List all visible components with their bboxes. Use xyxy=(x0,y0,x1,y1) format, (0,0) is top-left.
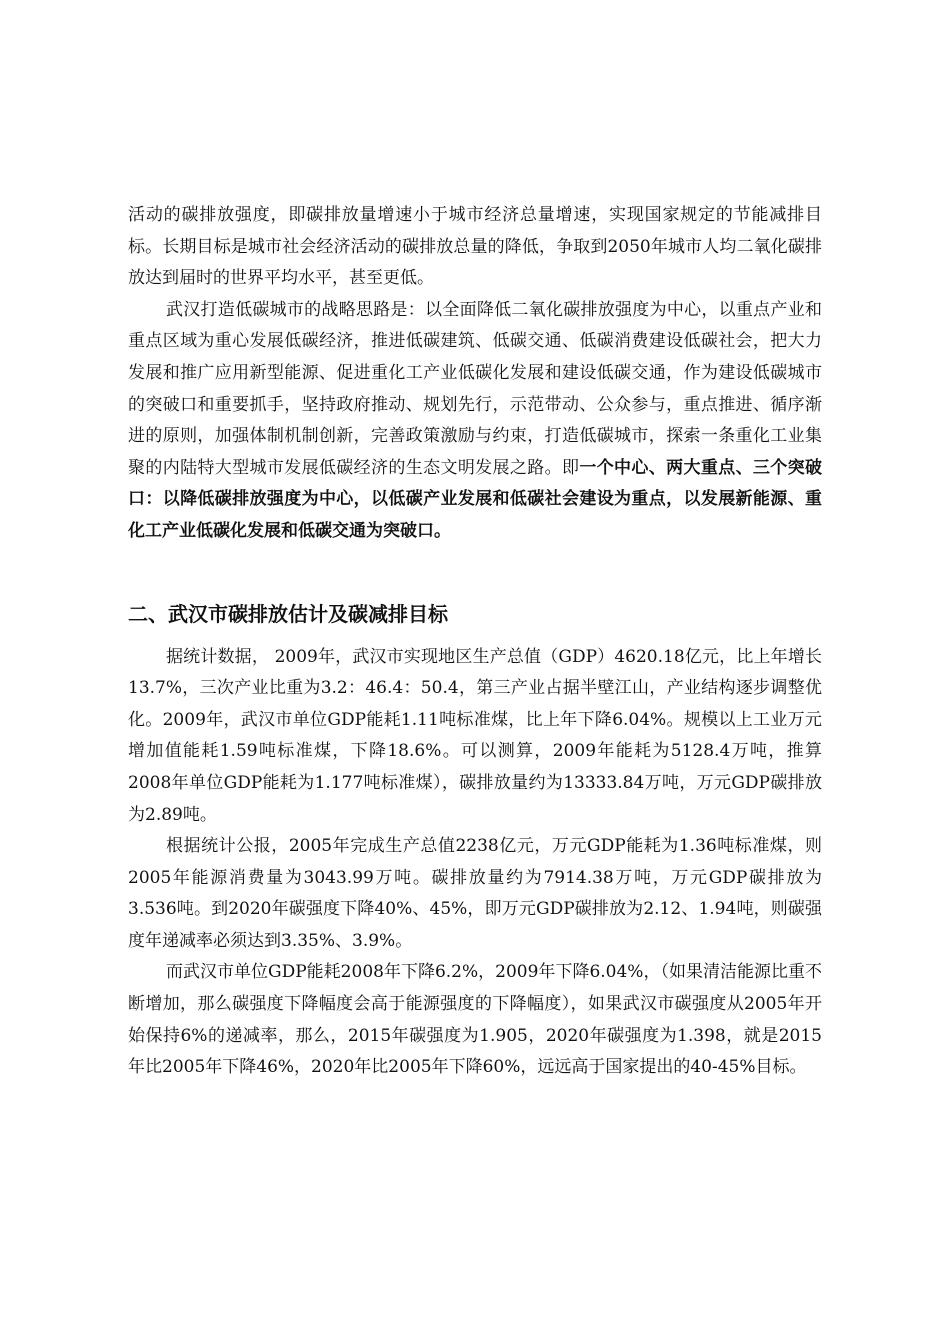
strategy-paragraph-emphasis: 一个中心、两大重点、三个突破口：以降低碳排放强度为中心，以低碳产业发展和低碳社会建设为重点，以发展新能源、重化工产业低碳化发展和低碳交通为突破口。 xyxy=(128,457,823,541)
section-heading-2: 二、武汉市碳排放估计及碳减排目标 xyxy=(128,601,448,626)
document-page xyxy=(128,200,822,1084)
strategy-paragraph xyxy=(128,295,822,548)
section2-paragraph-2: 根据统计公报，2005年完成生产总值2238亿元，万元GDP能耗为1.36吨标准煤，则2005年能源消费量为3043.99万吨。碳排放量约为7914.38万吨，万元GDP碳排放为3.536吨。到2020年碳强度下降40%、45%，即万元GDP碳排放为2.12、1.94吨，则碳强度年递减率必须达到3.35%、3.9%。 xyxy=(128,836,822,951)
strategy-paragraph-text: 武汉打造低碳城市的战略思路是：以全面降低二氧化碳排放强度为中心，以重点产业和重点区域为重心发展低碳经济，推进低碳建筑、低碳交通、低碳消费建设低碳社会，把大力发展和推广应用新型能源、促进重化工产业低碳化发展和建设低碳交通，作为建设低碳城市的突破口和重要抓手，坚持政府推动、规划先行，示范带动、公众参与，重点推进、循序渐进的原则，加强体制机制创新，完善政策激励与约束，打造低碳城市，探索一条重化工业集聚的内陆特大型城市发展低碳经济的生态文明发展之路。即 xyxy=(128,299,822,478)
section2-paragraph-3: 而武汉市单位GDP能耗2008年下降6.2%，2009年下降6.04%，（如果清洁能源比重不断增加，那么碳强度下降幅度会高于能源强度的下降幅度），如果武汉市碳强度从2005年开始保持6%的递减率，那么，2015年碳强度为1.905，2020年碳强度为1.398，就是2015年比2005年下降46%，2020年比2005年下降60%，远远高于国家提出的40-45%目标。 xyxy=(128,962,822,1078)
section2-paragraph-1: 据统计数据， 2009年，武汉市实现地区生产总值（GDP）4620.18亿元，比上年增长13.7%，三次产业比重为3.2：46.4：50.4，第三产业占据半壁江山，产业结构逐步调整优化。2009年，武汉市单位GDP能耗1.11吨标准煤，比上年下降6.04%。规模以上工业万元增加值能耗1.59吨标准煤，下降18.6%。可以测算，2009年能耗为5128.4万吨，推算2008年单位GDP能耗为1.177吨标准煤），碳排放量约为13333.84万吨，万元GDP碳排放为2.89吨。 xyxy=(128,646,822,825)
intro-paragraph-1: 活动的碳排放强度，即碳排放量增速小于城市经济总量增速，实现国家规定的节能减排目标。长期目标是城市社会经济活动的碳排放总量的降低，争取到2050年城市人均二氧化碳排放达到届时的世界平均水平，甚至更低。 xyxy=(128,205,822,289)
